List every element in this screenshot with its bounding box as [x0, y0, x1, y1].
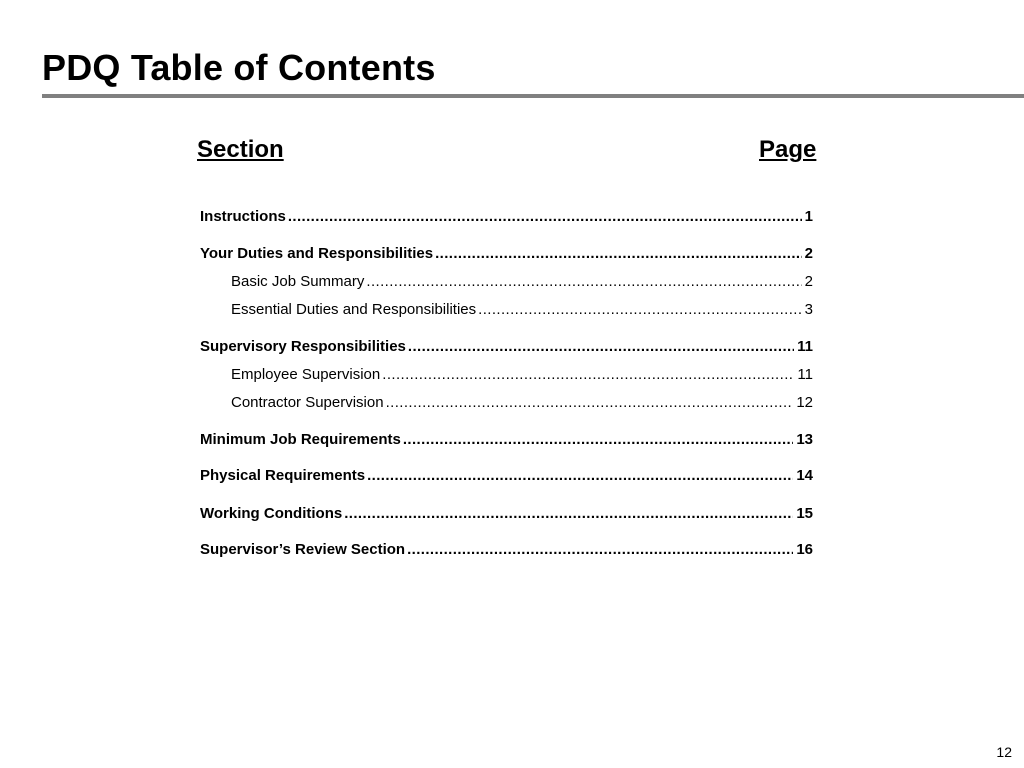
page-column-header: Page: [759, 136, 817, 163]
toc-entry-instructions[interactable]: [200, 208, 813, 226]
toc-entry-minimum-requirements[interactable]: [200, 431, 813, 449]
dot-leader: [386, 394, 794, 412]
toc-entry-working-conditions[interactable]: [200, 505, 813, 523]
toc-entry-label: Minimum Job Requirements: [200, 431, 401, 448]
toc-entry-page: 1: [804, 208, 813, 225]
toc-entry-page: 12: [796, 394, 813, 411]
toc-entry-contractor-supervision[interactable]: [231, 394, 813, 412]
dot-leader: [478, 301, 802, 319]
toc-entry-label: Your Duties and Responsibilities: [200, 245, 434, 262]
toc-entry-supervisor-review[interactable]: [200, 541, 813, 559]
dot-leader: [382, 366, 794, 384]
toc-entry-label: Contractor Supervision: [231, 394, 384, 411]
toc-entry-label: Supervisor’s Review Section: [200, 541, 406, 558]
toc-entry-physical-requirements[interactable]: [200, 467, 813, 485]
toc-entry-page: 16: [796, 541, 813, 558]
toc-entry-supervisory[interactable]: [200, 338, 813, 356]
dot-leader: [408, 338, 794, 356]
dot-leader: [366, 273, 801, 291]
dot-leader: [288, 208, 802, 226]
dot-leader: [403, 431, 793, 449]
toc-entry-page: 11: [797, 366, 813, 383]
toc-entry-label: Instructions: [200, 208, 286, 225]
toc-entry-page: 2: [804, 273, 813, 290]
dot-leader: [344, 505, 793, 523]
toc-entry-employee-supervision[interactable]: [231, 366, 813, 384]
toc-entry-page: 14: [796, 467, 813, 484]
toc-entry-page: 2: [804, 245, 813, 262]
dot-leader: [367, 467, 793, 485]
toc-entry-label: Supervisory Responsibilities: [200, 338, 406, 355]
toc-entry-label: Employee Supervision: [231, 366, 381, 383]
toc-entry-essential-duties[interactable]: [231, 301, 813, 319]
toc-entry-page: 3: [804, 301, 813, 318]
toc-entry-label: Essential Duties and Responsibilities: [231, 301, 477, 318]
toc-entry-label: Working Conditions: [200, 505, 343, 522]
toc-entry-label: Physical Requirements: [200, 467, 366, 484]
toc-entry-page: 13: [796, 431, 813, 448]
toc-entry-page: 15: [796, 505, 813, 522]
toc-entry-page: 11: [797, 338, 813, 355]
section-column-header: Section: [197, 136, 284, 163]
slide-page-number: 12: [996, 744, 1012, 760]
dot-leader: [407, 541, 793, 559]
toc-entry-basic-job-summary[interactable]: [231, 273, 813, 291]
title-divider: [42, 94, 1024, 98]
toc-entry-duties[interactable]: [200, 245, 813, 263]
dot-leader: [435, 245, 802, 263]
toc-entry-label: Basic Job Summary: [231, 273, 365, 290]
page-title: PDQ Table of Contents: [42, 47, 436, 88]
